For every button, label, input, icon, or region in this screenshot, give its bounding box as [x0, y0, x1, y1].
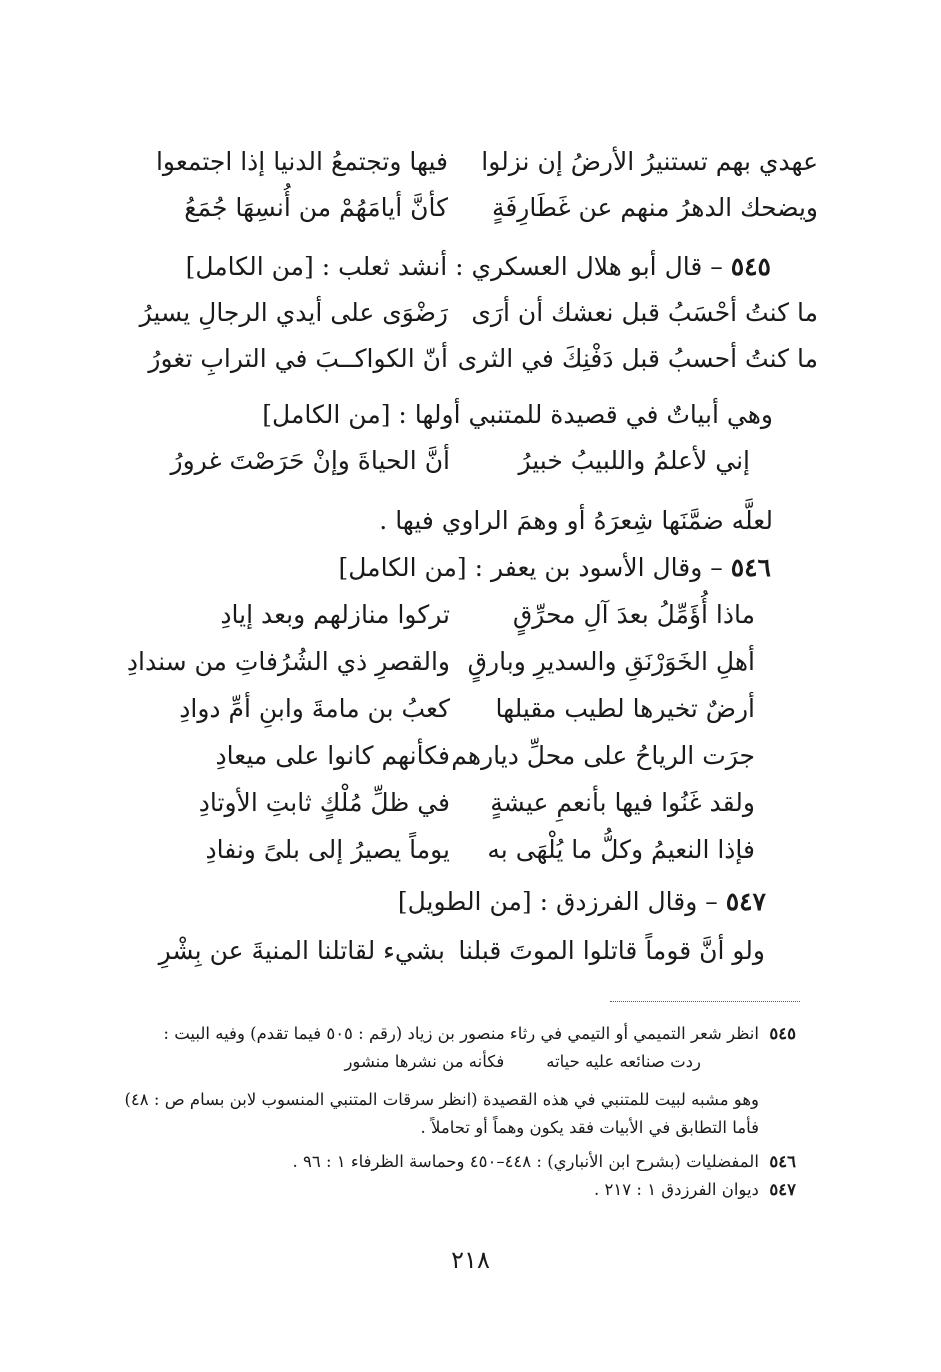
- entry-number: ٥٤٧: [725, 887, 766, 916]
- verse-first-hemistich: ولو أنَّ قوماً قاتلوا الموتَ قبلنا: [458, 936, 765, 965]
- entry-number: ٥٤٥: [730, 252, 771, 281]
- verse-second-hemistich: فكأنهم كانوا على ميعادِ: [215, 741, 450, 770]
- verse-line: [126, 647, 755, 687]
- footnote-text: فأما التطابق في الأبيات فقد يكون وهماً أو تحاملاً .: [420, 1118, 759, 1137]
- entry-number: ٥٤٦: [730, 553, 771, 582]
- footnote-text: ديوان الفرزدق ١ : ٢١٧ .: [594, 1180, 759, 1199]
- footnote-number: ٥٤٧: [769, 1180, 796, 1199]
- verse-second-hemistich: فيها وتجتمعُ الدنيا إذا اجتمعوا: [155, 147, 448, 176]
- verse-first-hemistich: إني لأعلمُ واللبيبُ خبيرُ: [518, 446, 750, 475]
- verse-first-hemistich: ما كنتُ أحسبُ قبل دَفْنِكَ في الثرى: [457, 344, 818, 373]
- verse-second-hemistich: في ظلِّ مُلْكٍ ثابتِ الأوتادِ: [198, 788, 450, 817]
- verse-line: [118, 147, 818, 187]
- verse-first-hemistich: جرَت الرياحُ على محلِّ ديارهم: [451, 741, 755, 770]
- verse-first-hemistich: أرضٌ تخيرها لطيب مقيلها: [495, 694, 755, 723]
- page-number: ٢١٨: [451, 1246, 490, 1274]
- verse-line: [185, 741, 755, 781]
- verse-first-hemistich: فإذا النعيمُ وكلُّ ما يُلْهَى به: [487, 835, 755, 864]
- footnote-546: [292, 1152, 796, 1171]
- footnote-545: [163, 1024, 796, 1043]
- verse-second-hemistich: والقصرِ ذي الشُرُفاتِ من سندادِ: [126, 647, 450, 676]
- closing-paragraph: لعلَّه ضمَّنَها شِعرَهُ أو وهمَ الراوي فيها .: [379, 506, 773, 535]
- footnote-verse: [344, 1052, 701, 1071]
- verse-first-hemistich: أهلِ الخَوَرْنَقِ والسديرِ وبارقٍ: [467, 647, 755, 676]
- note-paragraph: وهي أبياتٌ في قصيدة للمتنبي أولها : [من الكامل]: [262, 400, 773, 429]
- verse-first-hemistich: عهدي بهم تستنيرُ الأرضُ إن نزلوا: [481, 147, 818, 176]
- footnote-number: ٥٤٦: [769, 1152, 796, 1171]
- entry-intro: – وقال الفرزدق : [من الطويل]: [397, 887, 718, 916]
- verse-second-hemistich: أنّ الكواكــبَ في الترابِ تغورُ: [148, 344, 448, 373]
- verse-line: [185, 600, 755, 640]
- entry-intro: – وقال الأسود بن يعفر : [من الكامل]: [338, 553, 723, 582]
- verse-second-hemistich: يوماً يصيرُ إلى بلىً ونفادِ: [205, 835, 450, 864]
- entry-heading-547: [398, 887, 766, 916]
- footnote-verse-second: فكأنه من نشرها منشور: [344, 1052, 505, 1071]
- footnote-547: [594, 1180, 796, 1199]
- verse-line: [179, 694, 755, 734]
- verse-first-hemistich: ما كنتُ أحْسَبُ قبل نعشك أن أرَى: [471, 298, 818, 327]
- verse-second-hemistich: بشيء لقاتلنا المنيةَ عن بِشْرِ: [158, 936, 445, 965]
- verse-second-hemistich: كأنَّ أيامَهُمْ من أُنسِهَا جُمَعُ: [184, 193, 448, 222]
- verse-line: [118, 193, 818, 233]
- verse-second-hemistich: كعبُ بن مامةَ وابنِ أمِّ دوادِ: [179, 694, 450, 723]
- footnote-verse-first: ردت صنائعه عليه حياته: [546, 1052, 701, 1071]
- verse-line: [120, 446, 750, 486]
- verse-line: [118, 298, 818, 338]
- verse-second-hemistich: رَضْوَى على أيدي الرجالِ يسيرُ: [139, 298, 448, 327]
- footnote-text: المفضليات (بشرح ابن الأنباري) : ٤٤٨–٤٥٠ وحماسة الظرفاء ١ : ٩٦ .: [292, 1152, 759, 1171]
- footnote-text: وهو مشبه لبيت للمتنبي في هذه القصيدة (انظر سرقات المتنبي المنسوب لابن بسام ص : ٤٨): [124, 1090, 759, 1109]
- entry-intro: – قال أبو هلال العسكري : أنشد ثعلب : [من الكامل]: [185, 252, 723, 281]
- verse-line: [118, 344, 818, 384]
- verse-first-hemistich: ويضحك الدهرُ منهم عن غَطَارِفَةٍ: [491, 193, 818, 222]
- entry-heading-546: [339, 553, 772, 582]
- verse-line: [185, 788, 755, 828]
- verse-first-hemistich: ماذا أُؤَمِّلُ بعدَ آلِ محرِّقٍ: [512, 600, 755, 629]
- verse-second-hemistich: تركوا منازلهم وبعد إيادِ: [220, 600, 450, 629]
- verse-second-hemistich: أنَّ الحياةَ وإنْ حَرَصْتَ غرورُ: [170, 446, 450, 475]
- footnote-separator: [610, 1001, 800, 1002]
- footnote-number: ٥٤٥: [769, 1024, 796, 1043]
- footnote-text: انظر شعر التميمي أو التيمي في رثاء منصور بن زياد (رقم : ٥٠٥ فيما تقدم) وفيه البيت :: [163, 1024, 759, 1043]
- entry-heading-545: [186, 252, 771, 281]
- verse-line: [158, 936, 765, 976]
- verse-line: [185, 835, 755, 875]
- verse-first-hemistich: ولقد غَنُوا فيها بأنعمِ عيشةٍ: [490, 788, 755, 817]
